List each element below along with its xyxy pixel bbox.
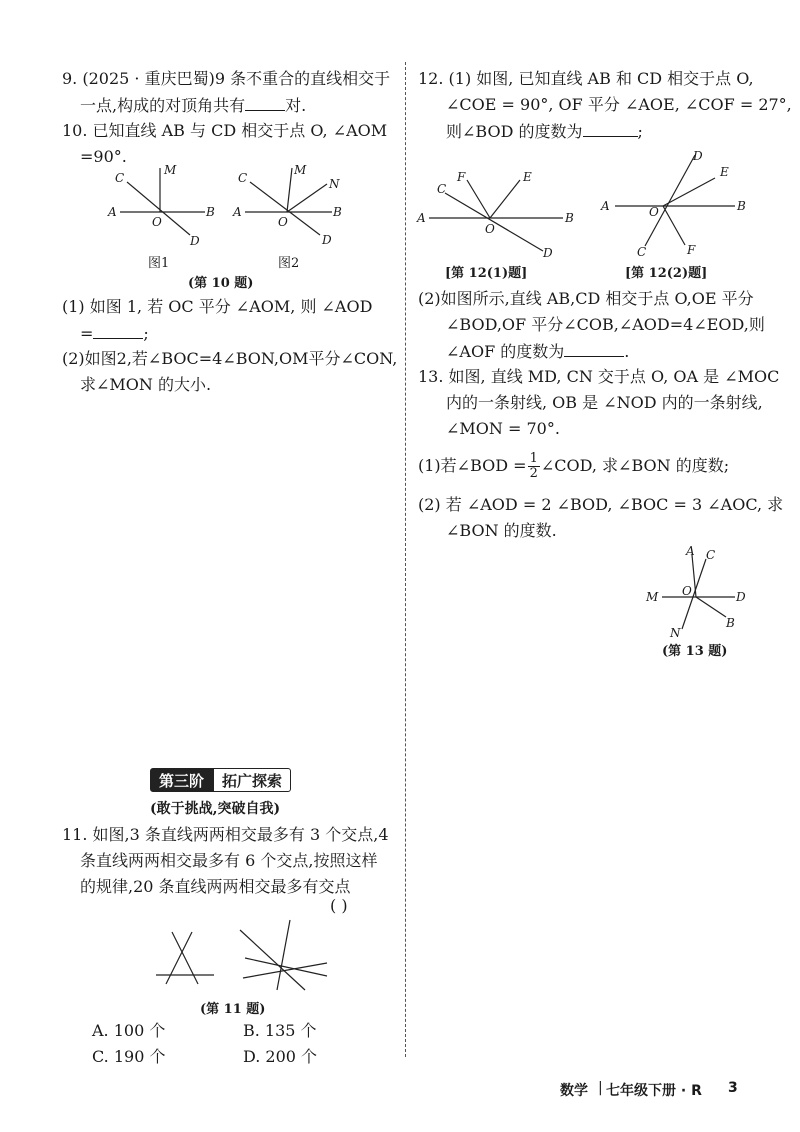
q10-line2: =90°. — [80, 147, 127, 166]
svg-text:O: O — [682, 584, 692, 598]
answer-blank[interactable] — [564, 338, 624, 357]
q11-line2: 条直线两两相交最多有 6 个交点,按照这样 — [80, 851, 378, 870]
option-b[interactable]: B. 135 个 — [243, 1021, 317, 1040]
q12-p2-line1: (2)如图所示,直线 AB,CD 相交于点 O,OE 平分 — [418, 289, 754, 308]
q12-line1: 12. (1) 如图, 已知直线 AB 和 CD 相交于点 O, — [418, 69, 754, 88]
q13-p2-line1: (2) 若 ∠AOD = 2 ∠BOD, ∠BOC = 3 ∠AOC, 求 — [418, 495, 784, 514]
svg-text:C: C — [115, 171, 125, 185]
column-divider — [405, 62, 406, 1057]
svg-text:E: E — [523, 170, 532, 184]
q10-p1-line2: = ; — [80, 320, 149, 347]
svg-text:D: D — [322, 233, 332, 247]
q10-p2-line1: (2)如图2,若∠BOC=4∠BON,OM平分∠CON, — [62, 349, 398, 368]
svg-text:B: B — [333, 205, 342, 219]
q10-figure2 — [230, 160, 360, 260]
svg-text:M: M — [646, 590, 659, 604]
q11-line3: 的规律,20 条直线两两相交最多有交点 — [80, 877, 351, 896]
q13-p1: (1)若∠BOD = $\frac{1}{2}$ ∠COD, 求∠BON 的度数; — [418, 451, 730, 481]
svg-text:O: O — [649, 205, 659, 219]
q11-line1: 11. 如图,3 条直线两两相交最多有 3 个交点,4 — [62, 825, 389, 844]
svg-text:A: A — [108, 205, 117, 219]
svg-text:N: N — [670, 626, 681, 640]
svg-text:C: C — [238, 171, 248, 185]
svg-text:D: D — [693, 149, 703, 163]
option-d[interactable]: D. 200 个 — [243, 1047, 318, 1066]
svg-text:B: B — [565, 211, 574, 225]
q10-fig1-caption: 图1 — [148, 256, 170, 271]
q9-line2: 一点,构成的对顶角共有 对. — [80, 92, 306, 119]
q13-line1: 13. 如图, 直线 MD, CN 交于点 O, OA 是 ∠MOC — [418, 367, 780, 386]
q10-figure-caption: (第 10 题) — [188, 276, 254, 291]
q12-figure2 — [595, 150, 755, 260]
svg-text:D: D — [736, 590, 746, 604]
svg-text:F: F — [687, 243, 696, 257]
q12-line3: 则∠BOD 的度数为 ; — [446, 118, 643, 145]
option-c[interactable]: C. 190 个 — [92, 1047, 166, 1066]
q13-figure-caption: (第 13 题) — [662, 644, 728, 659]
answer-blank[interactable] — [583, 118, 638, 137]
q10-line1: 10. 已知直线 AB 与 CD 相交于点 O, ∠AOM — [62, 121, 388, 140]
svg-text:A: A — [233, 205, 242, 219]
page-number: 3 — [728, 1080, 738, 1096]
footer-separator: | — [598, 1080, 603, 1096]
q12-p2-line2: ∠BOD,OF 平分∠COB,∠AOD=4∠EOD,则 — [446, 315, 765, 334]
section-header — [150, 768, 291, 792]
q13-figure — [640, 545, 760, 640]
footer-grade: 七年级下册 · R — [606, 1083, 702, 1099]
svg-text:A: A — [417, 211, 426, 225]
q13-line3: ∠MON = 70°. — [446, 419, 560, 438]
q11-figure-4-lines — [235, 918, 335, 993]
answer-blank[interactable] — [245, 92, 285, 111]
svg-text:B: B — [737, 199, 746, 213]
q10-figure1 — [100, 160, 230, 260]
svg-text:A: A — [686, 544, 695, 558]
svg-text:D: D — [543, 246, 553, 260]
q11-figure-3-lines — [150, 928, 220, 988]
footer-subject: 数学 — [560, 1083, 588, 1099]
svg-text:C: C — [437, 182, 447, 196]
q12-fig2-caption: [第 12(2)题] — [625, 266, 708, 281]
q12-p2-line3: ∠AOF 的度数为 . — [446, 338, 629, 365]
svg-text:O: O — [152, 215, 162, 229]
q10-p1-line1: (1) 如图 1, 若 OC 平分 ∠AOM, 则 ∠AOD — [62, 297, 373, 316]
q12-figure1 — [415, 165, 575, 265]
q11-figure-caption: (第 11 题) — [200, 1002, 266, 1017]
section-subtitle: (敢于挑战,突破自我) — [150, 801, 281, 817]
svg-text:O: O — [485, 222, 495, 236]
q13-line2: 内的一条射线, OB 是 ∠NOD 内的一条射线, — [446, 393, 763, 412]
q9-line1: 9. (2025 · 重庆巴蜀)9 条不重合的直线相交于 — [62, 69, 391, 88]
fraction-one-half: $\frac{1}{2}$ — [529, 451, 538, 481]
svg-text:C: C — [637, 245, 647, 259]
svg-text:E: E — [720, 165, 729, 179]
q12-fig1-caption: [第 12(1)题] — [445, 266, 528, 281]
svg-text:C: C — [706, 548, 716, 562]
q12-line2: ∠COE = 90°, OF 平分 ∠AOE, ∠COF = 27°, — [446, 95, 792, 114]
svg-text:D: D — [190, 234, 200, 248]
q13-p2-line2: ∠BON 的度数. — [446, 521, 557, 540]
svg-text:B: B — [726, 616, 735, 630]
svg-text:N: N — [329, 177, 340, 191]
svg-text:F: F — [457, 170, 466, 184]
answer-blank[interactable] — [93, 320, 143, 339]
answer-paren[interactable]: ( ) — [330, 896, 348, 915]
section-title: 拓广探索 — [213, 768, 291, 792]
q10-fig2-caption: 图2 — [278, 256, 300, 271]
svg-text:O: O — [278, 215, 288, 229]
q10-p2-line2: 求∠MON 的大小. — [80, 375, 212, 394]
svg-text:B: B — [206, 205, 215, 219]
section-tag: 第三阶 — [150, 768, 213, 792]
svg-text:M: M — [164, 163, 177, 177]
option-a[interactable]: A. 100 个 — [92, 1021, 166, 1040]
svg-text:A: A — [601, 199, 610, 213]
svg-text:M: M — [294, 163, 307, 177]
